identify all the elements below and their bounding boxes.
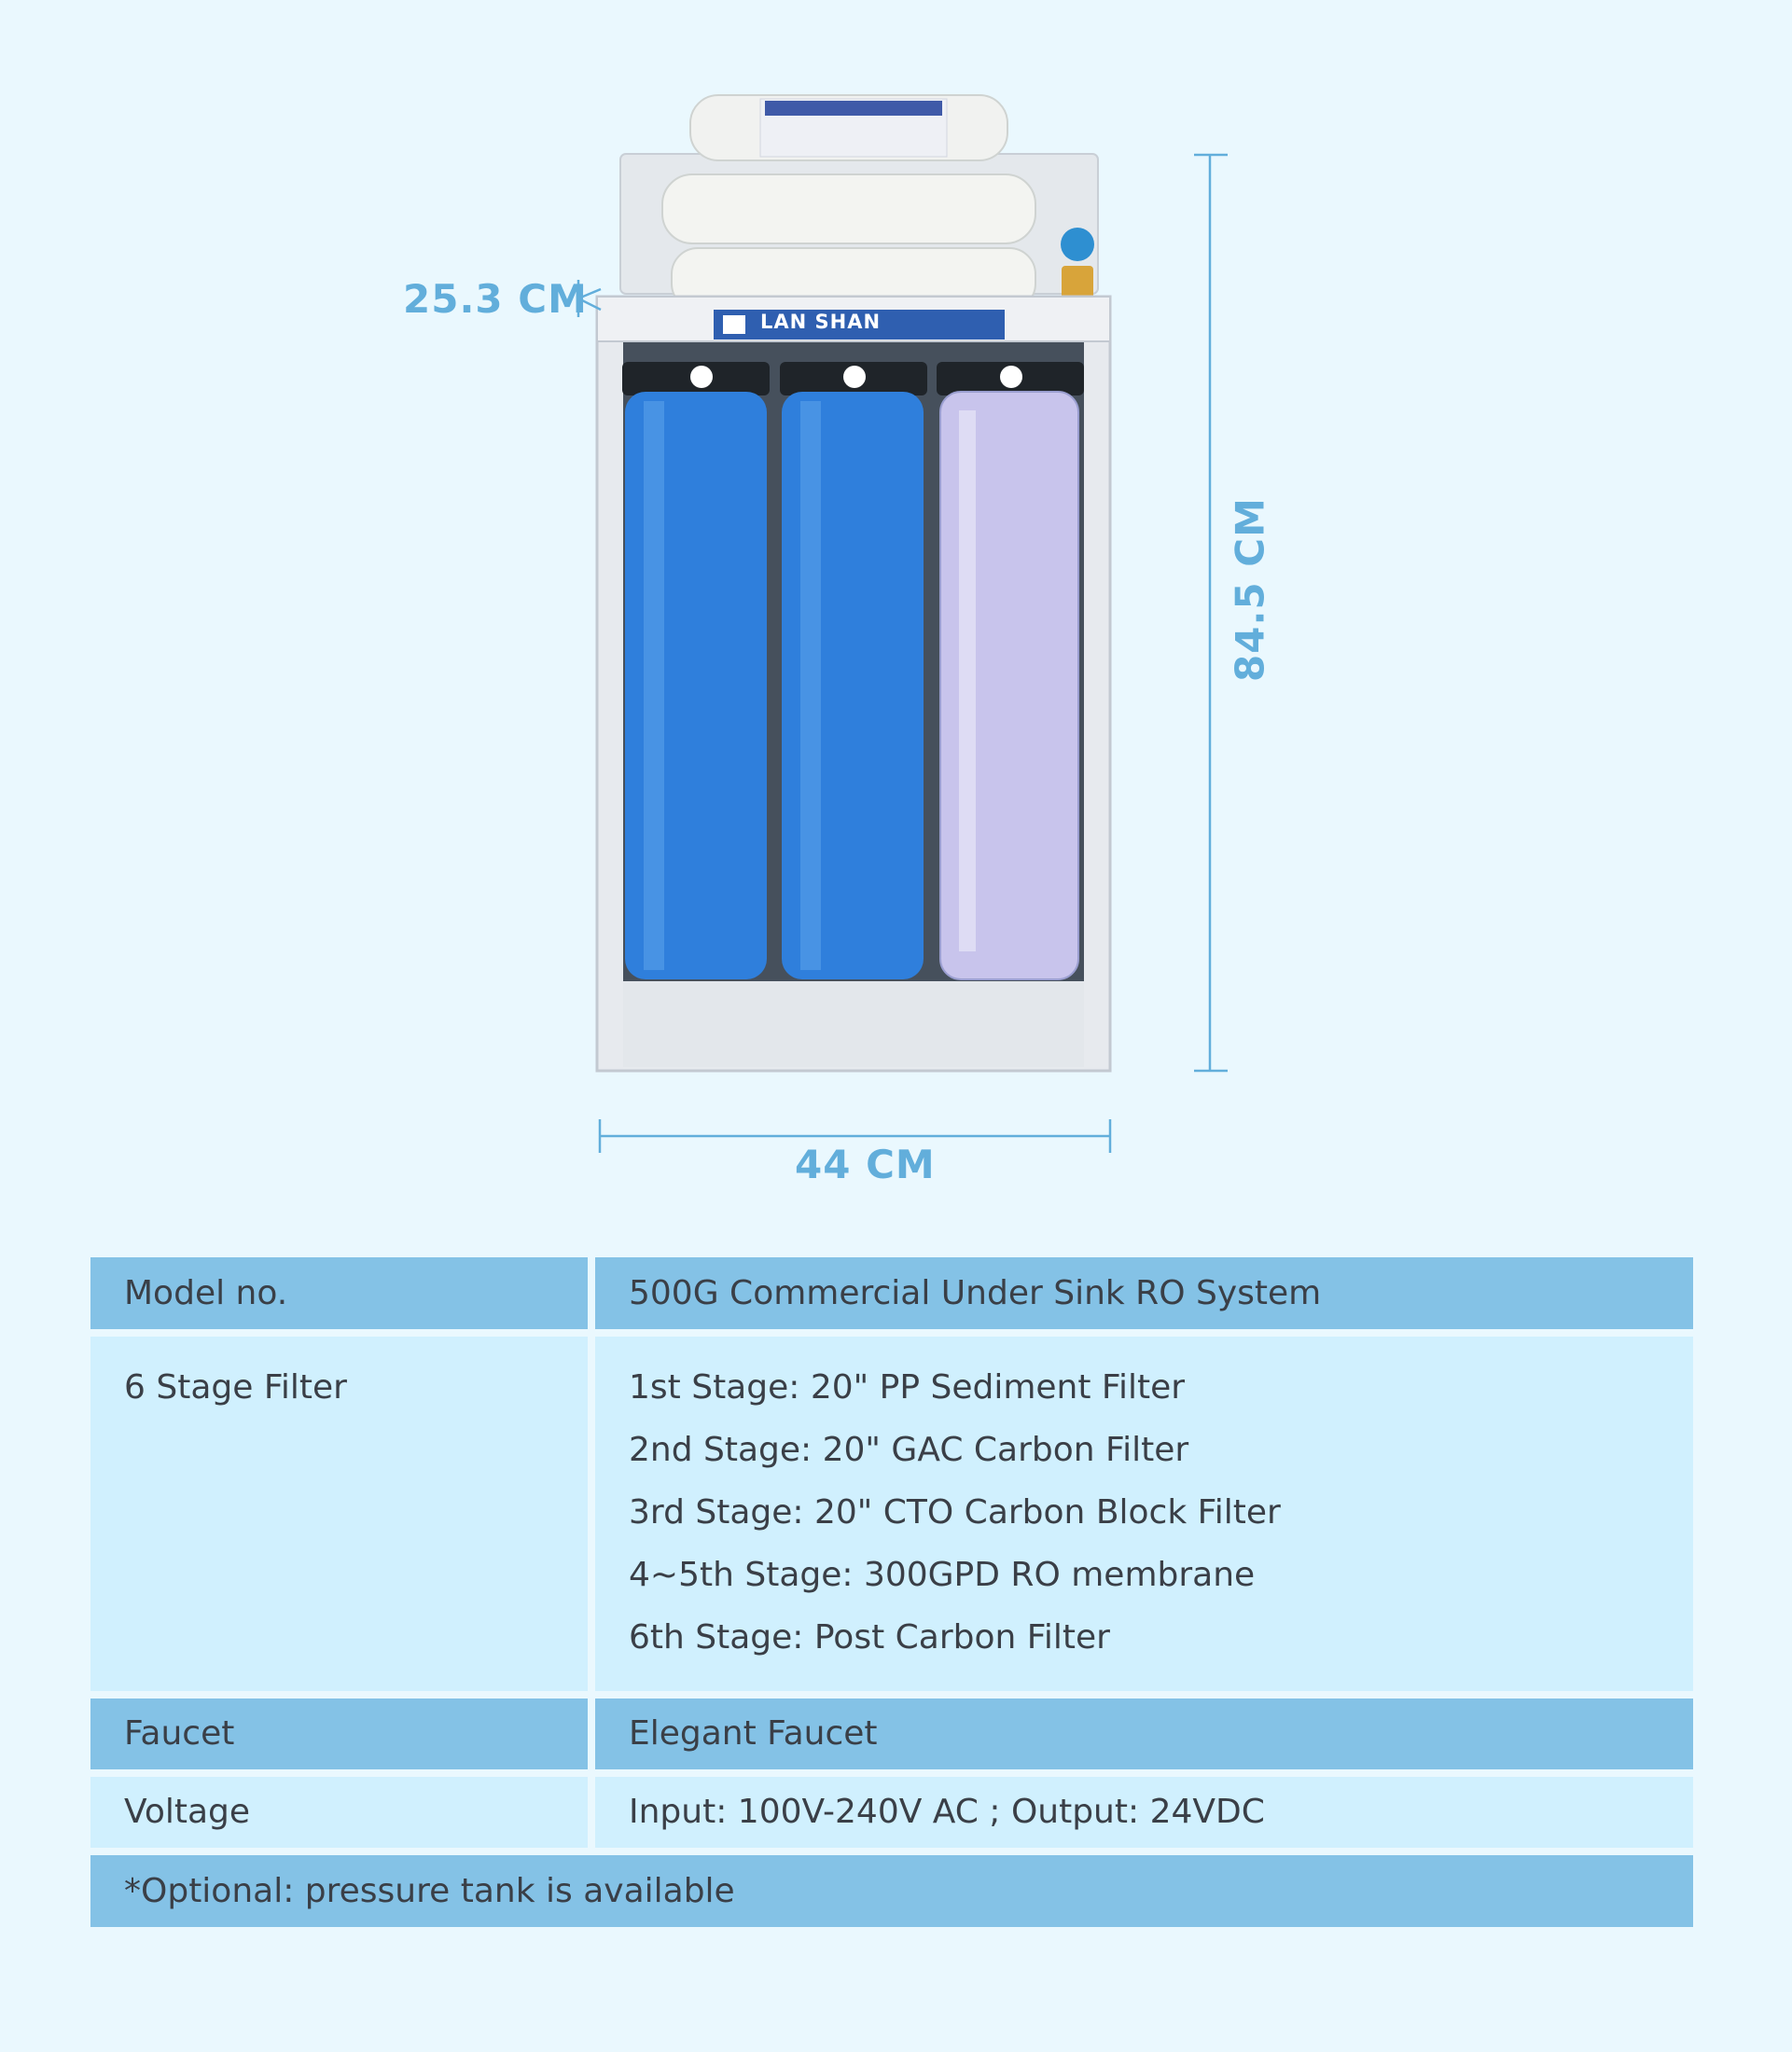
membrane-tubes <box>662 95 1094 310</box>
stage-item: 1st Stage: 20" PP Sediment Filter <box>629 1368 1186 1407</box>
filter-label-text: 6 Stage Filter <box>124 1368 347 1407</box>
model-value: 500G Commercial Under Sink RO System <box>595 1257 1693 1329</box>
spec-row-filter <box>90 1337 1693 1691</box>
model-label: Model no. <box>90 1257 588 1329</box>
spec-row-voltage <box>90 1777 1693 1848</box>
spec-row-note <box>90 1855 1693 1927</box>
filter-housings <box>622 362 1084 979</box>
filter-label <box>90 1337 588 1691</box>
voltage-value: Input: 100V-240V AC ; Output: 24VDC <box>595 1777 1693 1848</box>
spec-row-faucet <box>90 1698 1693 1769</box>
spec-row-model <box>90 1257 1693 1329</box>
faucet-label: Faucet <box>90 1698 588 1769</box>
voltage-label: Voltage <box>90 1777 588 1848</box>
optional-note: *Optional: pressure tank is available <box>124 1872 735 1910</box>
width-dimension-label: 44 CM <box>795 1142 936 1187</box>
stage-item: 4~5th Stage: 300GPD RO membrane <box>629 1556 1256 1594</box>
spec-table <box>90 1257 1693 1934</box>
faucet-value: Elegant Faucet <box>595 1698 1693 1769</box>
stage-item: 6th Stage: Post Carbon Filter <box>629 1618 1110 1657</box>
height-dimension-label: 84.5 CM <box>1227 497 1273 682</box>
brand-label: LAN SHAN <box>760 311 882 333</box>
stage-item: 2nd Stage: 20" GAC Carbon Filter <box>629 1431 1189 1469</box>
depth-dimension-label: 25.3 CM <box>403 276 588 322</box>
stage-item: 3rd Stage: 20" CTO Carbon Block Filter <box>629 1493 1281 1532</box>
filter-stages <box>595 1337 1693 1691</box>
